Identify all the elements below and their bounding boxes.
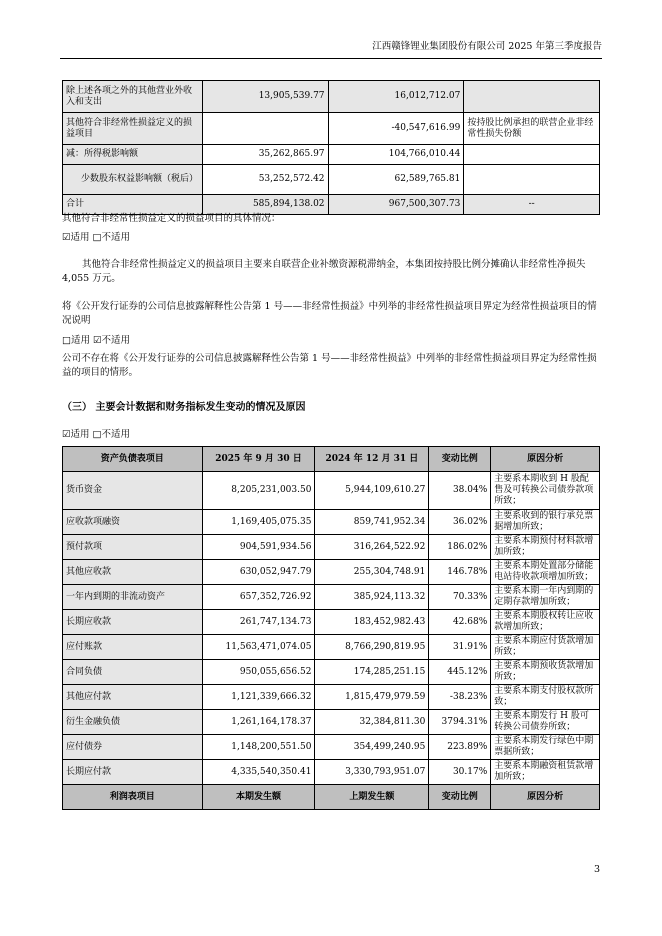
row-prior: 316,264,522.92 bbox=[315, 535, 429, 560]
row-reason: 主要系收到的银行承兑票据增加所致； bbox=[491, 510, 600, 535]
row-item: 合同负债 bbox=[63, 660, 203, 685]
row-item: 应付账款 bbox=[63, 635, 203, 660]
paragraph-definition: 将《公开发行证券的公司信息披露解释性公告第 1 号——非经常性损益》中列举的非经常性损益项目界定为经常性损益项目的情况说明 bbox=[62, 301, 597, 326]
row-item: 长期应收款 bbox=[63, 610, 203, 635]
row-change: 38.04% bbox=[429, 472, 491, 510]
table-row bbox=[63, 113, 600, 145]
row-prior: 859,741,952.34 bbox=[315, 510, 429, 535]
row-item: 除上述各项之外的其他营业外收入和支出 bbox=[63, 81, 203, 113]
table-row bbox=[63, 165, 600, 195]
row-note bbox=[464, 81, 600, 113]
row-ytd: 104,766,010.44 bbox=[328, 145, 464, 165]
row-note bbox=[464, 165, 600, 195]
row-current: 261,747,134.73 bbox=[202, 610, 315, 635]
row-current: 904,591,934.56 bbox=[202, 535, 315, 560]
header-item: 资产负债表项目 bbox=[63, 447, 203, 472]
row-prior: 1,815,479,979.59 bbox=[315, 685, 429, 710]
row-change: 70.33% bbox=[429, 585, 491, 610]
row-reason: 主要系本期应付货款增加所致； bbox=[491, 635, 600, 660]
row-current: 11,563,471,074.05 bbox=[202, 635, 315, 660]
non-recurring-table bbox=[62, 80, 600, 215]
row-current: 1,169,405,075.35 bbox=[202, 510, 315, 535]
header-prior-period: 上期发生额 bbox=[315, 785, 429, 810]
row-change: 42.68% bbox=[429, 610, 491, 635]
header-reason: 原因分析 bbox=[491, 785, 600, 810]
row-item: 货币资金 bbox=[63, 472, 203, 510]
page-number: 3 bbox=[593, 864, 600, 875]
applicable-checkbox-3: ☑适用 □不适用 bbox=[62, 429, 131, 440]
row-current: 950,055,656.52 bbox=[202, 660, 315, 685]
section-title: （三） 主要会计数据和财务指标发生变动的情况及原因 bbox=[62, 402, 306, 413]
table-row bbox=[63, 760, 600, 785]
row-prior: 385,924,113.32 bbox=[315, 585, 429, 610]
header-current: 2025 年 9 月 30 日 bbox=[202, 447, 315, 472]
row-prior: 5,944,109,610.27 bbox=[315, 472, 429, 510]
page-header: 江西赣锋锂业集团股份有限公司 2025 年第三季度报告 bbox=[60, 38, 602, 59]
table-header-row bbox=[63, 447, 600, 472]
row-item: 其他符合非经常性损益定义的损益项目 bbox=[63, 113, 203, 145]
row-reason: 主要系本期发行绿色中期票据所致； bbox=[491, 735, 600, 760]
row-current: 53,252,572.42 bbox=[202, 165, 328, 195]
row-reason: 主要系本期发行 H 股可转换公司债券所致； bbox=[491, 710, 600, 735]
row-current: 8,205,231,003.50 bbox=[202, 472, 315, 510]
row-reason: 主要系本期预付材料款增加所致； bbox=[491, 535, 600, 560]
header-change: 变动比例 bbox=[429, 447, 491, 472]
row-item: 其他应付款 bbox=[63, 685, 203, 710]
row-change: 445.12% bbox=[429, 660, 491, 685]
row-change: -38.23% bbox=[429, 685, 491, 710]
row-prior: 8,766,290,819.95 bbox=[315, 635, 429, 660]
row-reason: 主要系本期一年内到期的定期存款增加所致； bbox=[491, 585, 600, 610]
row-ytd: 967,500,307.73 bbox=[328, 195, 464, 215]
row-prior: 354,499,240.95 bbox=[315, 735, 429, 760]
row-prior: 3,330,793,951.07 bbox=[315, 760, 429, 785]
table-row bbox=[63, 735, 600, 760]
row-reason: 主要系本期预收货款增加所致； bbox=[491, 660, 600, 685]
applicable-checkbox-2: □适用 ☑不适用 bbox=[62, 335, 131, 346]
row-current: 4,335,540,350.41 bbox=[202, 760, 315, 785]
table-row bbox=[63, 472, 600, 510]
row-current: 35,262,865.97 bbox=[202, 145, 328, 165]
header-prior: 2024 年 12 月 31 日 bbox=[315, 447, 429, 472]
table-row bbox=[63, 585, 600, 610]
row-reason: 主要系本期处置部分储能电站待收款项增加所致； bbox=[491, 560, 600, 585]
row-current: 13,905,539.77 bbox=[202, 81, 328, 113]
row-ytd: 16,012,712.07 bbox=[328, 81, 464, 113]
row-prior: 174,285,251.15 bbox=[315, 660, 429, 685]
table-row bbox=[63, 81, 600, 113]
balance-sheet-changes-table bbox=[62, 446, 600, 810]
row-current bbox=[202, 113, 328, 145]
paragraph-detail: 其他符合非经常性损益定义的损益项目主要来自联营企业补缴资源税滞纳金，本集团按持股比例分摊确认非经常性净损失 4,055 万元。 bbox=[62, 259, 586, 284]
row-reason: 主要系本期支付股权款所致； bbox=[491, 685, 600, 710]
row-note: 按持股比例承担的联营企业非经常性损失份额 bbox=[464, 113, 600, 145]
paragraph-detail-intro: 其他符合非经常性损益定义的损益项目的具体情况： bbox=[62, 213, 281, 224]
row-current: 630,052,947.79 bbox=[202, 560, 315, 585]
row-change: 223.89% bbox=[429, 735, 491, 760]
row-note bbox=[464, 145, 600, 165]
row-prior: 32,384,811.30 bbox=[315, 710, 429, 735]
table-row bbox=[63, 145, 600, 165]
table-row bbox=[63, 635, 600, 660]
row-current: 585,894,138.02 bbox=[202, 195, 328, 215]
header-reason: 原因分析 bbox=[491, 447, 600, 472]
table-row bbox=[63, 660, 600, 685]
row-note: -- bbox=[464, 195, 600, 215]
row-item: 预付款项 bbox=[63, 535, 203, 560]
table-row bbox=[63, 510, 600, 535]
row-item: 长期应付款 bbox=[63, 760, 203, 785]
row-item: 应收款项融资 bbox=[63, 510, 203, 535]
row-item: 少数股东权益影响额（税后） bbox=[63, 165, 203, 195]
row-reason: 主要系本期融资租赁款增加所致； bbox=[491, 760, 600, 785]
table-row bbox=[63, 685, 600, 710]
row-change: 3794.31% bbox=[429, 710, 491, 735]
table-footer-header-row bbox=[63, 785, 600, 810]
row-item: 应付债券 bbox=[63, 735, 203, 760]
row-change: 30.17% bbox=[429, 760, 491, 785]
row-change: 36.02% bbox=[429, 510, 491, 535]
paragraph-statement: 公司不存在将《公开发行证券的公司信息披露解释性公告第 1 号——非经常性损益》中列举的非经常性损益项目界定为经常性损益的项目的情形。 bbox=[62, 353, 597, 378]
row-reason: 主要系本期股权转让应收款增加所致； bbox=[491, 610, 600, 635]
row-item: 合计 bbox=[63, 195, 203, 215]
row-change: 146.78% bbox=[429, 560, 491, 585]
row-current: 1,148,200,551.50 bbox=[202, 735, 315, 760]
table-row bbox=[63, 710, 600, 735]
row-item: 衍生金融负债 bbox=[63, 710, 203, 735]
row-reason: 主要系本期收到 H 股配售及可转换公司债券款项所致； bbox=[491, 472, 600, 510]
row-item: 其他应收款 bbox=[63, 560, 203, 585]
row-change: 31.91% bbox=[429, 635, 491, 660]
table-row bbox=[63, 560, 600, 585]
table-row bbox=[63, 610, 600, 635]
table-row bbox=[63, 535, 600, 560]
row-change: 186.02% bbox=[429, 535, 491, 560]
row-ytd: -40,547,616.99 bbox=[328, 113, 464, 145]
applicable-checkbox-1: ☑适用 □不适用 bbox=[62, 232, 131, 243]
row-prior: 255,304,748.91 bbox=[315, 560, 429, 585]
row-current: 1,261,164,178.37 bbox=[202, 710, 315, 735]
row-prior: 183,452,982.43 bbox=[315, 610, 429, 635]
header-change: 变动比例 bbox=[429, 785, 491, 810]
header-income-item: 利润表项目 bbox=[63, 785, 203, 810]
row-item: 减：所得税影响额 bbox=[63, 145, 203, 165]
header-current-period: 本期发生额 bbox=[202, 785, 315, 810]
row-ytd: 62,589,765.81 bbox=[328, 165, 464, 195]
row-current: 657,352,726.92 bbox=[202, 585, 315, 610]
row-item: 一年内到期的非流动资产 bbox=[63, 585, 203, 610]
row-current: 1,121,339,666.32 bbox=[202, 685, 315, 710]
